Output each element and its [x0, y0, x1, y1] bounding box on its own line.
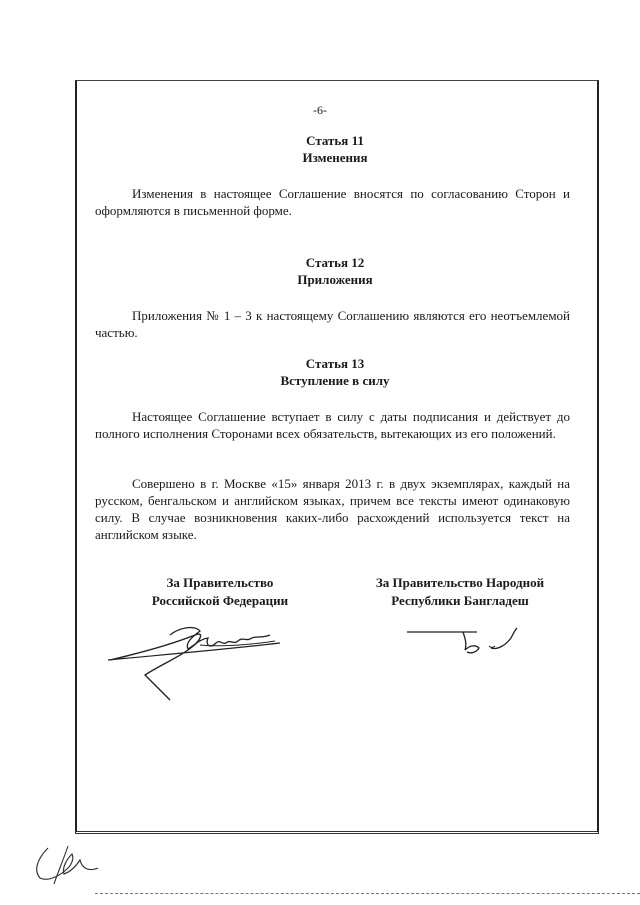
article-13-heading	[0, 355, 640, 389]
page-number: -6-	[313, 103, 327, 117]
article-13-title: Вступление в силу	[280, 373, 390, 388]
article-13-paragraph-1: Настоящее Соглашение вступает в силу с даты подписания и действует до полного исполнения Сторонами всех обязательств, вытекающих из его положений.	[95, 409, 570, 441]
article-11-paragraph: Изменения в настоящее Соглашение вносятся по согласованию Сторон и оформляются в письменной форме.	[95, 186, 570, 218]
article-12-title: Приложения	[297, 272, 373, 287]
signatory-bangladesh	[355, 574, 565, 610]
article-13-number: Статья 13	[305, 356, 365, 371]
article-12-heading	[0, 254, 640, 288]
signatory-russia-line2: Российской Федерации	[151, 593, 289, 608]
article-11-title: Изменения	[302, 150, 368, 165]
article-12-paragraph: Приложения № 1 – 3 к настоящему Соглашению являются его неотъемлемой частью.	[95, 308, 570, 340]
bottom-rule	[95, 893, 640, 894]
signature-russia	[100, 605, 300, 705]
signatory-bangladesh-line1: За Правительство Народной	[375, 575, 545, 590]
article-11-number: Статья 11	[306, 133, 364, 148]
initials-mark	[28, 838, 108, 888]
signature-bangladesh	[405, 628, 535, 668]
article-13-paragraph-2: Совершено в г. Москве «15» января 2013 г. в двух экземплярах, каждый на русском, бенгальском и английском языках, причем все тексты имеют одинаковую силу. В случае возникновения каких-либо расхождений используется текст на английском языке.	[95, 476, 570, 542]
signatory-russia-line1: За Правительство	[166, 575, 274, 590]
signatory-bangladesh-line2: Республики Бангладеш	[391, 593, 529, 608]
article-12-number: Статья 12	[305, 255, 365, 270]
article-11-heading	[0, 132, 640, 166]
